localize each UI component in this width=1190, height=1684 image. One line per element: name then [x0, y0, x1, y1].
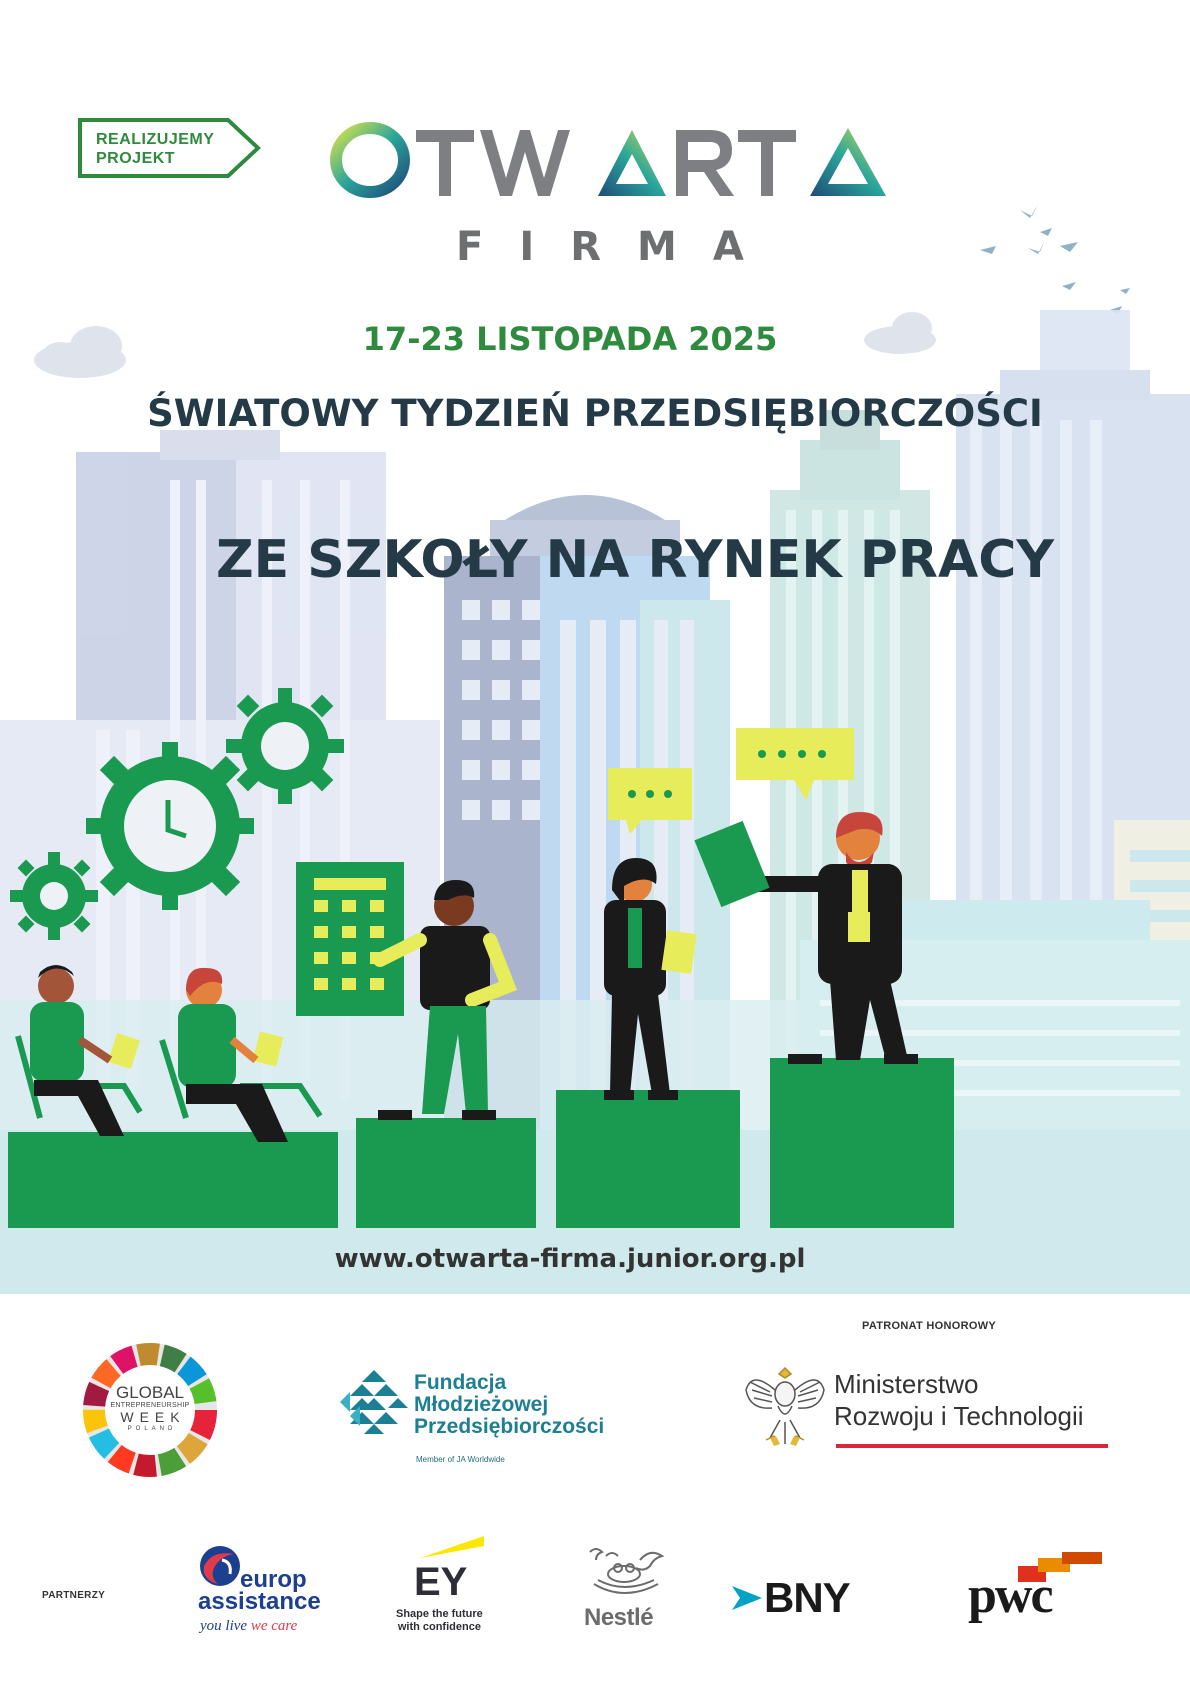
fmp-logo-icon: [340, 1366, 408, 1436]
project-badge: [76, 116, 266, 180]
ey-tagline: Shape the future with confidence: [396, 1608, 483, 1633]
europ-text-1: europ: [240, 1566, 307, 1593]
gew-logo-text: GLOBAL ENTREPRENEURSHIP WEEK POLAND: [110, 1383, 190, 1432]
ey-logo: EY: [414, 1560, 468, 1604]
ey-beam-icon: [420, 1536, 484, 1558]
badge-line-2: PROJEKT: [96, 150, 176, 167]
ministry-flag-bar: [836, 1444, 1108, 1448]
fmp-logo-text: Fundacja Młodzieżowej Przedsiębiorczości: [414, 1371, 605, 1438]
otwarta-logo: [330, 122, 890, 202]
nestle-nest-icon: [584, 1544, 670, 1604]
ministry-name: Ministerstwo Rozwoju i Technologii: [834, 1369, 1084, 1431]
podium-3: [356, 1118, 536, 1228]
birds-icon: [980, 204, 1130, 314]
podium-2: [556, 1090, 740, 1228]
polish-eagle-icon: [742, 1360, 828, 1452]
pwc-logo: pwc: [968, 1567, 1052, 1624]
logo-subtitle: FIRMA: [456, 224, 780, 270]
event-slogan: ZE SZKOŁY NA RYNEK PRACY: [215, 530, 1055, 590]
fmp-member-text: Member of JA Worldwide: [416, 1455, 505, 1464]
europ-text-2: assistance: [198, 1588, 321, 1615]
europ-tagline: you live we care: [200, 1618, 298, 1634]
website-link[interactable]: www.otwarta-firma.junior.org.pl: [334, 1244, 806, 1274]
badge-line-1: REALIZUJEMY: [96, 131, 215, 148]
bny-arrow-icon: [732, 1586, 762, 1610]
partners-label: PARTNERZY: [42, 1590, 106, 1601]
event-date: 17-23 LISTOPADA 2025: [362, 320, 778, 358]
ground-platform: [8, 1132, 338, 1228]
europ-assistance-icon: [198, 1544, 242, 1588]
bny-logo: BNY: [764, 1574, 850, 1621]
nestle-logo: Nestlé: [584, 1604, 654, 1631]
patronat-label: PATRONAT HONOROWY: [862, 1320, 997, 1332]
podium-1: [770, 1058, 954, 1228]
event-title: ŚWIATOWY TYDZIEŃ PRZEDSIĘBIORCZOŚCI: [147, 392, 1043, 435]
